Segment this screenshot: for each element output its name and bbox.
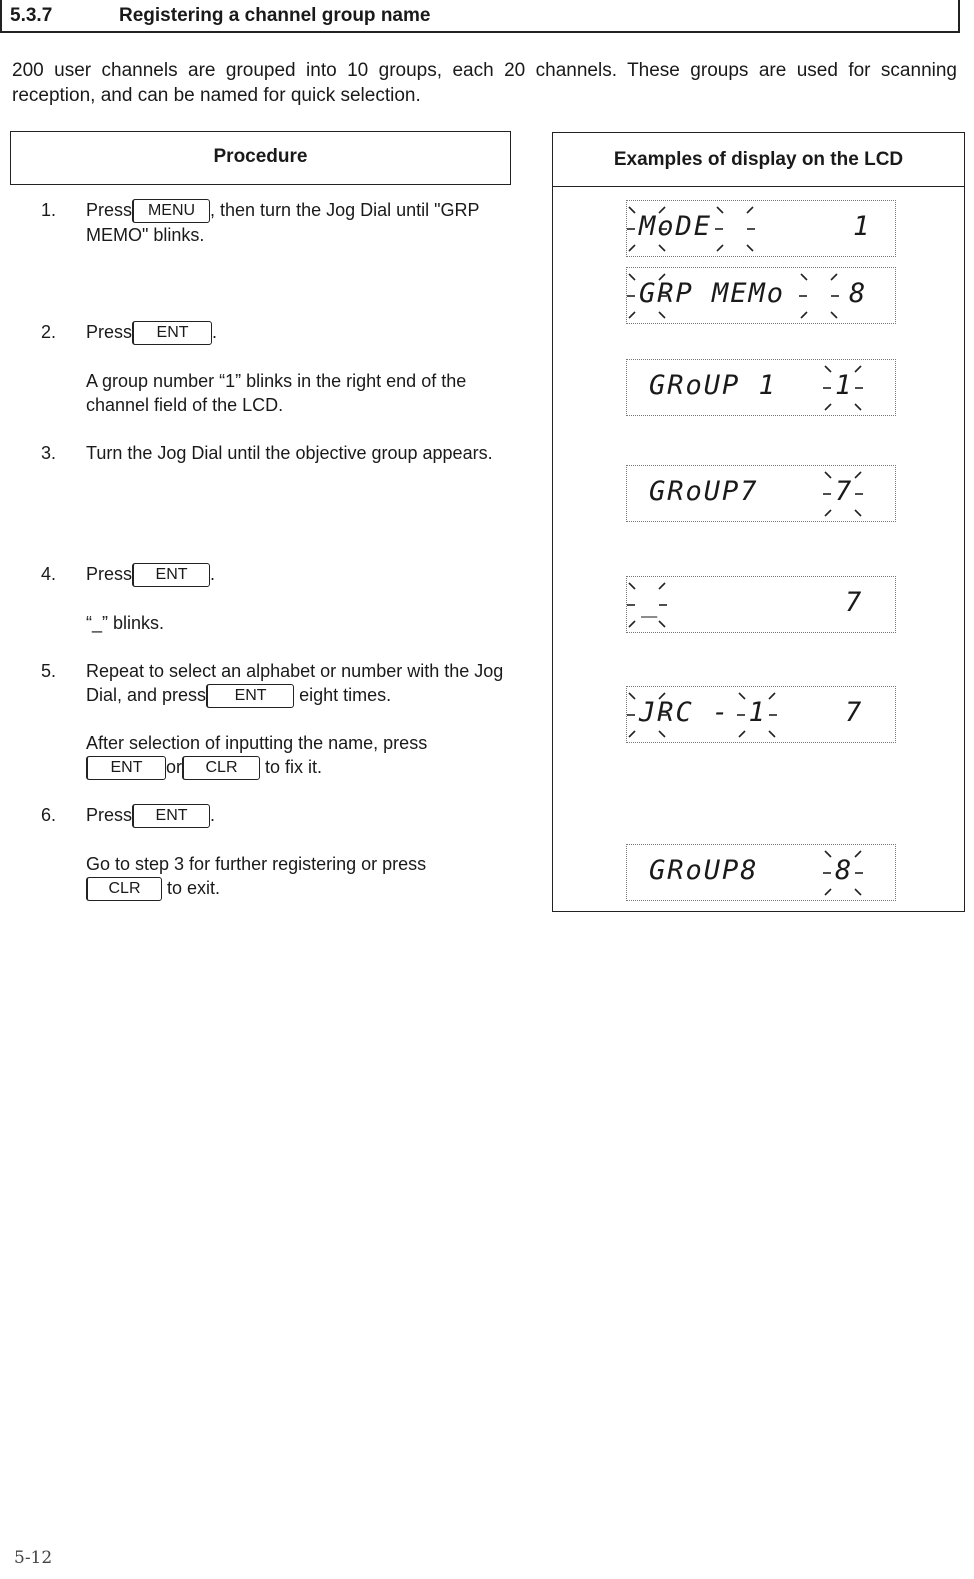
lcd-display-grp-memo <box>626 267 896 324</box>
ent-key: ENT <box>86 756 166 780</box>
lcd-display-group-7 <box>626 465 896 522</box>
lcd-text: GRoUP 1 <box>649 370 777 401</box>
lcd-channel: 1 <box>853 211 870 242</box>
step-text-pre: Press <box>86 564 133 584</box>
lcd-display-name-entry <box>626 686 896 743</box>
step-number: 4. <box>41 564 57 584</box>
step-text-pre: Press <box>86 322 133 342</box>
step-number: 6. <box>41 805 57 825</box>
step-text-post: . <box>212 322 218 342</box>
lcd-text: GRP MEMo <box>639 278 786 309</box>
ent-key: ENT <box>132 321 212 345</box>
section-title: Registering a channel group name <box>119 5 431 26</box>
step-text <box>86 198 506 247</box>
step-text-post: . <box>210 564 216 584</box>
note-or: or <box>166 757 183 777</box>
step-text <box>86 562 506 587</box>
step-text-post: eight times. <box>294 685 392 705</box>
lcd-examples-panel <box>552 132 965 912</box>
note-text-post: to exit. <box>162 878 221 898</box>
page-number: 5-12 <box>14 1548 53 1568</box>
step-text <box>86 659 516 708</box>
step-4-note: “_” blinks. <box>86 613 165 633</box>
procedure-header <box>10 131 511 185</box>
note-text-pre: Go to step 3 for further registering or press <box>86 854 427 874</box>
step-text-pre: Repeat to select an alphabet or number with the Jog Dial, and press <box>86 661 504 705</box>
step-2-note: A group number “1” blinks in the right end of the channel field of the LCD. <box>86 371 467 415</box>
lcd-channel: 8 <box>835 855 852 886</box>
lcd-channel: 8 <box>849 278 866 309</box>
lcd-channel: 1 <box>835 370 852 401</box>
step-5-note <box>86 731 506 780</box>
ent-key: ENT <box>206 684 294 708</box>
lcd-text: MoDE <box>639 211 713 242</box>
note-text-pre: After selection of inputting the name, press <box>86 733 428 753</box>
lcd-display-cursor <box>626 576 896 633</box>
ent-key: ENT <box>132 563 210 587</box>
step-text: Turn the Jog Dial until the objective group appears. <box>86 443 493 463</box>
lcd-panel-title: Examples of display on the LCD <box>613 149 904 170</box>
step-text-pre: Press <box>86 200 133 220</box>
lcd-channel: 7 <box>845 697 862 728</box>
lcd-display-group-8 <box>626 844 896 901</box>
lcd-panel-header <box>553 133 964 187</box>
note-text-post: to fix it. <box>260 757 323 777</box>
step-text-post: . <box>210 805 216 825</box>
step-number: 3. <box>41 443 57 463</box>
lcd-channel: 7 <box>845 587 862 618</box>
lcd-text: _ <box>641 587 660 618</box>
lcd-display-group-1 <box>626 359 896 416</box>
step-text <box>86 320 506 345</box>
section-number: 5.3.7 <box>10 5 53 26</box>
step-text-pre: Press <box>86 805 133 825</box>
clr-key: CLR <box>86 877 162 901</box>
step-text <box>86 803 506 828</box>
lcd-text: GRoUP7 <box>649 476 759 507</box>
clr-key: CLR <box>182 756 260 780</box>
lcd-display-mode <box>626 200 896 257</box>
intro-paragraph: 200 user channels are grouped into 10 groups, each 20 channels. These groups are used for scanning reception, and can be named for quick selection. <box>12 60 957 106</box>
step-number: 1. <box>41 200 57 220</box>
lcd-channel: 7 <box>835 476 852 507</box>
section-header <box>0 0 960 33</box>
ent-key: ENT <box>132 804 210 828</box>
menu-key: MENU <box>132 199 210 223</box>
blink-indicator-icon <box>799 272 839 320</box>
step-6-note <box>86 852 506 901</box>
lcd-text: GRoUP8 <box>649 855 759 886</box>
step-number: 2. <box>41 322 57 342</box>
step-text-post: , then turn the Jog Dial until "GRP MEMO" blinks. <box>86 200 480 246</box>
lcd-text: JRC - 1 <box>639 697 767 728</box>
step-number: 5. <box>41 661 57 681</box>
blink-indicator-icon <box>715 205 755 253</box>
procedure-title: Procedure <box>213 146 308 167</box>
